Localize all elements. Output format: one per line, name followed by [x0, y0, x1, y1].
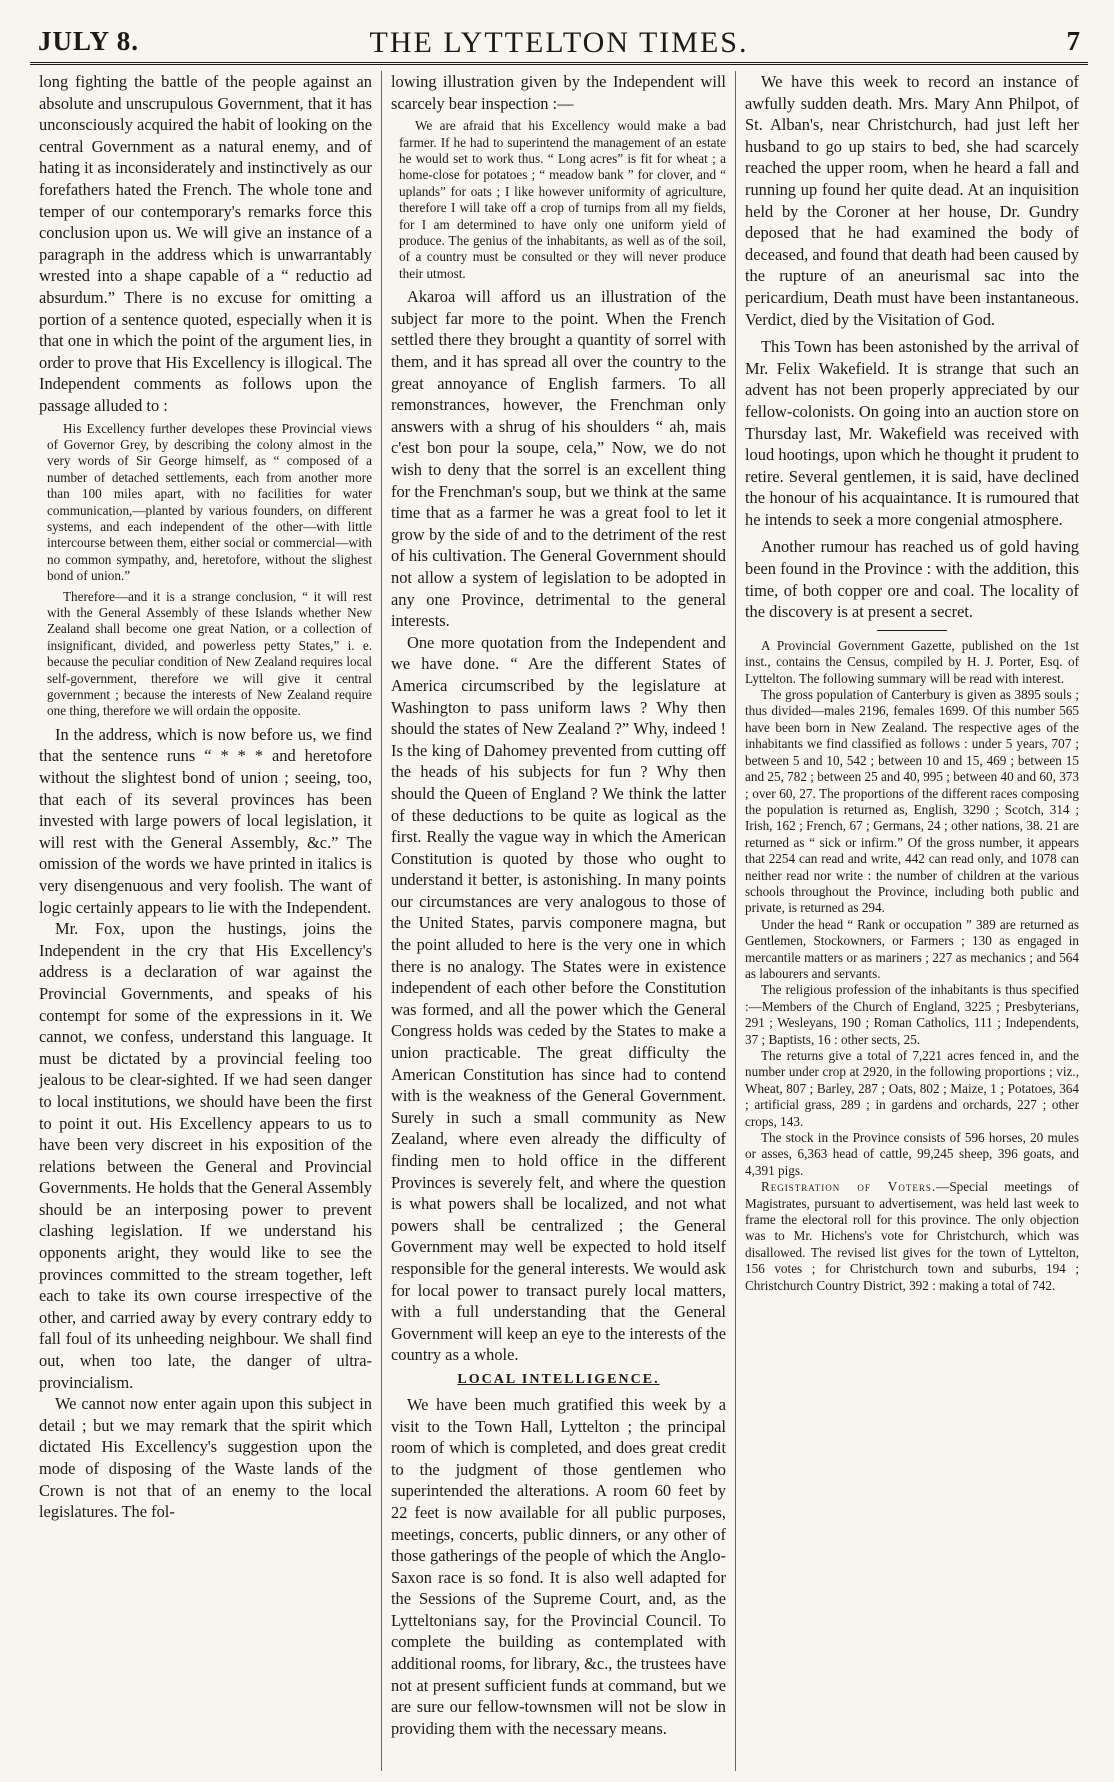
article-paragraph: In the address, which is now before us, we find that the sentence runs “ * * * and heretofore without the slightest bond of union ; seeing, too, that each of its several provinces has been invested with large powers of local legislation, it will rest with the General Assembly, &c.” The omission of the words we have printed in italics is very disengenuous and very foolish. The want of logic certainly appears to lie with the Independent. — [39, 724, 372, 917]
census-paragraph: The gross population of Canterbury is given as 3895 souls ; thus divided—males 2196, females 1699. Of this number 565 have been born in New Zealand. The respective ages of the inhabitants we find classified as follows : under 5 years, 707 ; between 5 and 10, 542 ; between 10 and 15, 469 ; between 15 and 25, 782 ; between 25 and 40, 995 ; between 40 and 60, 373 ; over 60, 27. The proportions of the different races composing the population is returned as, English, 3290 ; Scotch, 314 ; Irish, 162 ; French, 67 ; Germans, 24 ; other nations, 38. 21 are returned as “ sick or infirm.” Of the gross number, it appears that 2254 can read and write, 442 can read only, and 1078 can neither read nor write : the number of children at the various schools throughout the Province, including both public and private, is returned as 294. — [745, 687, 1079, 916]
news-item — [745, 1179, 1079, 1294]
article-paragraph: long fighting the battle of the people against an absolute and unscrupulous Government, that it has unconsciously acquired the habit of looking on the central Government as a natural enemy, and of hating it as inconsiderately and instinctively as our forefathers hated the French. The whole tone and temper of our contemporary's remarks force this conclusion upon us. We will give an instance of a paragraph in the address which is unwarrantably wrested into a shape capable of a “ reductio ad absurdum.” There is no excuse for omitting a portion of a sentence quoted, especially when it is that one in which the point of the argument lies, in order to prove that His Excellency is illogical. The Independent comments as follows upon the passage alluded to : — [39, 72, 372, 415]
article-columns — [30, 71, 1088, 1771]
page-number: 7 — [1066, 26, 1080, 56]
masthead — [30, 0, 1088, 62]
separator-rule — [877, 630, 947, 631]
column-3 — [736, 71, 1088, 1771]
column-1 — [30, 71, 382, 1771]
article-paragraph: Mr. Fox, upon the hustings, joins the Independent in the cry that His Excellency's address is a declaration of war against the Provincial Governments, and speaks of his contempt for some of the expressions in it. We cannot, we confess, understand this language. It must be dictated by a provincial feeling too jealous to be clear-sighted. If we had seen danger to local institutions, we should have been the first to point it out. His Excellency appears to us to have been very discreet in his exposition of the relations between the General and Provincial Governments. He holds that the General Assembly should be an interposing power to prevent clashing legislation. If we understand his opponents aright, they would like to see the provinces committed to the stream together, left each to take its own course irrespective of the other, and carried away by every contrary eddy to fall foul of its unheeding neighbour. We shall find out, when too late, the danger of ultra-provincialism. — [39, 919, 372, 1392]
census-paragraph: Under the head “ Rank or occupation ” 389 are returned as Gentlemen, Stockowners, or Farmers ; 130 as engaged in mercantile matters or as mariners ; 227 as mechanics ; and 564 as labourers and servants. — [745, 916, 1079, 981]
quoted-passage: His Excellency further developes these Provincial views of Governor Grey, by describing the colony almost in the very words of Sir George himself, as “ composed of a number of detached settlements, each from another more than 100 miles apart, with no facilities for water communication,—planted by various founders, on different systems, and each independent of the other—with little intercourse between them, either social or commercial—with no common sympathy, and, heretofore, without the slighest bond of union.” — [47, 420, 372, 584]
news-item: Another rumour has reached us of gold having been found in the Province : with the addition, this time, of both copper ore and coal. The locality of the discovery is at present a secret. — [745, 537, 1079, 622]
news-item: We have been much gratified this week by a visit to the Town Hall, Lyttelton ; the principal room of which is completed, and does great credit to the judgment of those gentlemen who superintended the alterations. A room 60 feet by 22 feet is now available for all public purposes, meetings, concerts, public dinners, or any other of those gatherings of the people of which the Anglo-Saxon race is so fond. It is also well adapted for the Sessions of the Supreme Court, and, as the Lytteltonians say, for the Provincial Council. To complete the building as contemplated with additional rooms, for library, &c., the trustees have not at present sufficient funds at command, but we are sure our fellow-townsmen will not be slow in providing them with the necessary means. — [391, 1394, 726, 1738]
issue-date: JULY 8. — [38, 26, 140, 56]
news-item: This Town has been astonished by the arrival of Mr. Felix Wakefield. It is strange that such an advent has not been properly appreciated by our fellow-colonists. On going into an auction store on Thursday last, Mr. Wakefield was received with loud hootings, upon which he thought it prudent to retire. Several gentlemen, it is said, have declined the honour of his acquaintance. It is rumoured that he intends to seek a more congenial atmosphere. — [745, 337, 1079, 529]
news-item: A Provincial Government Gazette, published on the 1st inst., contains the Census, compiled by H. J. Porter, Esq. of Lyttelton. The following summary will be read with interest. — [745, 637, 1079, 686]
quoted-passage: We are afraid that his Excellency would make a bad farmer. If he had to superintend the management of an estate he would set to work thus. “ Long acres” is fit for wheat ; a home-close for potatoes ; “ meadow bank ” for clover, and “ uplands” for oats ; I like however uniformity of agriculture, therefore I will take off a crop of turnips from all my fields, for I am determined to have only one uniform yield of produce. The genius of the inhabitants, as well as of the soil, of a country must be consulted or they will never produce their utmost. — [399, 118, 726, 281]
news-item: We have this week to record an instance of awfully sudden death. Mrs. Mary Ann Philpot, of St. Alban's, near Christchurch, had just left her husband to go up stairs to bed, she had scarcely reached the upper room, when he heard a fall and running up found her quite dead. At an inquisition held by the Coroner at her house, Dr. Gundry deposed that he had examined the body of deceased, and found that death had been caused by the rupture of an aneurismal sac into the pericardium, Death must have been instantaneous. Verdict, died by the Visitation of God. — [745, 72, 1079, 329]
census-paragraph: The returns give a total of 7,221 acres fenced in, and the number under crop at 2920, in the following proportions ; viz., Wheat, 807 ; Barley, 287 ; Oats, 802 ; Maize, 1 ; Potatoes, 364 ; artificial grass, 289 ; in gardens and orchards, 227 ; other crops, 143. — [745, 1048, 1079, 1129]
article-paragraph: We cannot now enter again upon this subject in detail ; but we may remark that the spirit which dictated His Excellency's suggestion upon the mode of disposing of the Waste lands of the Crown is not that of an enemy to the local legislatures. The fol- — [39, 1394, 372, 1522]
article-paragraph: Akaroa will afford us an illustration of the subject far more to the point. When the French settled there they brought a quantity of sorrel with them, and it has spread all over the country to the great annoyance of English farmers. To all remonstrances, however, the Frenchman only answers with a shrug of his shoulders “ ah, mais c'est bon pour la soupe, cela,” Now, we do not wish to deny that the sorrel is an excellent thing for the Frenchman's soup, but we think at the same time that as a farmer he was a great fool to let it grow by the side of and to the detriment of the rest of his cultivation. The General Government should not allow a system of legislation to be adopted in any one Province, detrimental to the general interests. — [391, 287, 726, 631]
quoted-passage: Therefore—and it is a strange conclusion, “ it will rest with the General Assembly of these Islands whether New Zealand shall become one great Nation, or a collection of insignificant, divided, and powerless petty States,” i. e. because the peculiar condition of New Zealand requires local self-government, therefore we will give it central government ; because the interests of New Zealand require one thing, therefore we will ordain the opposite. — [47, 588, 372, 719]
masthead-rule — [30, 62, 1088, 65]
census-paragraph: The stock in the Province consists of 596 horses, 20 mules or asses, 6,363 head of cattle, 99,245 sheep, 396 goats, and 4,391 pigs. — [745, 1130, 1079, 1178]
census-paragraph: The religious profession of the inhabitants is thus specified :—Members of the Church of England, 3225 ; Presbyterians, 291 ; Wesleyans, 190 ; Roman Catholics, 111 ; Independents, 37 ; Baptists, 16 : other sects, 25. — [745, 982, 1079, 1047]
item-heading: Registration of Voters. — [761, 1179, 937, 1195]
newspaper-title: THE LYTTELTON TIMES. — [369, 26, 749, 59]
item-body: —Special meetings of Magistrates, pursuant to advertisement, was held last week to frame the electoral roll for this province. The only objection was to Mr. Hichens's vote for Christchurch, which was disallowed. The revised list gives for the town of Lyttelton, 156 votes ; for Christchurch town and suburbs, 194 ; Christchurch Country District, 392 : making a total of 742. — [745, 1179, 1079, 1293]
article-paragraph: lowing illustration given by the Independent will scarcely bear inspection :— — [391, 72, 726, 113]
section-heading: LOCAL INTELLIGENCE. — [457, 1371, 660, 1387]
column-2 — [382, 71, 736, 1771]
article-paragraph: One more quotation from the Independent and we have done. “ Are the different States of America circumscribed by the legislature at Washington to pass uniform laws ? Why then should the states of New Zealand ?” Why, indeed ! Is the king of Dahomey prevented from cutting off the heads of his subjects for fun ? Why then should the Queen of England ? We think the latter of these deductions to be quite as logical as the first. Really the vague way in which the American Constitution is quoted by those who ought to understand it better, is astonishing. In many points our circumstances are very analogous to those of the United States, parvis componere magna, but the point alluded to here is the very one in which there is no analogy. The States were in existence independent of each other before the Constitution was formed, and all the power which the General Congress holds was ceded by the States to make a union practicable. The great difficulty the American Constitution has since had to contend with is the weakness of the General Government. Surely in such a small community as New Zealand, where even already the difficulty of finding men to hold office in the different Provinces is severely felt, and where the question is what powers shall be localized, and not what powers shall be centralized ; the General Government may well be expected to hold itself responsible for the general interests. We would ask for local power to transact purely local matters, with a full understanding that the General Government will keep an eye to the interests of the country as a whole. — [391, 632, 726, 1365]
